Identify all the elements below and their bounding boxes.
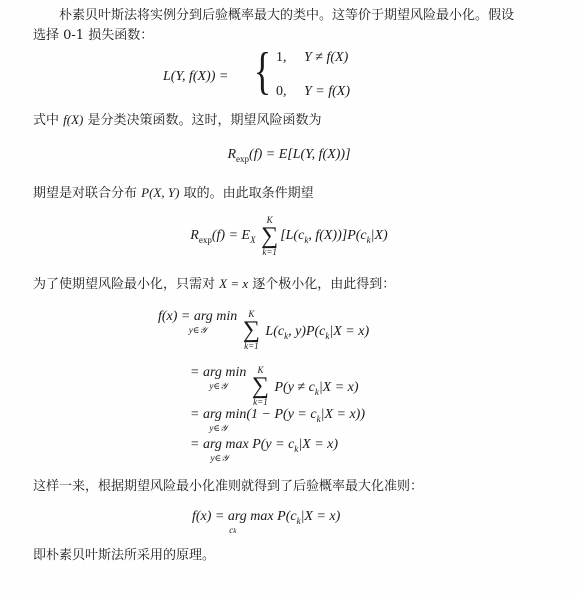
equation-risk: [0, 147, 578, 164]
paragraph-intro-cont: [33, 26, 553, 46]
line2-pre: = arg min: [190, 365, 247, 380]
decision-pre: 式中: [33, 113, 60, 128]
line1-sigma: ∑: [242, 317, 260, 343]
line1-under: y∈𝒴: [188, 325, 207, 335]
line2-under: y∈𝒴: [209, 381, 228, 391]
equation-conditional-risk: $R_{exp}(f) = E_X$ K ∑ k=1 [$L(c_k$, $f(X))]P(c_k|X)$: [190, 215, 388, 257]
cond-body3: |X): [370, 228, 388, 244]
minimize-pre: 为了使期望风险最小化，只需对: [33, 277, 216, 292]
line3-body: (1 − P(y = c: [246, 407, 317, 422]
derivation-line-2: = arg min y∈𝒴 K ∑ k=1 $P(y \ne c_k|X = x)$: [190, 365, 359, 407]
sum-operator: [261, 215, 278, 257]
intro-line-1: 朴素贝叶斯法将实例分到后验概率最大的类中。这等价于期望风险最小化。假设: [59, 8, 515, 23]
map-body: P(c: [277, 509, 297, 524]
line4-under: y∈𝒴: [210, 453, 229, 463]
sum-bottom: k=1: [262, 247, 277, 257]
cond-sub: exp: [198, 235, 212, 246]
joint-pre: 期望是对联合分布: [33, 186, 138, 201]
line1-sum: [243, 309, 260, 351]
paragraph-minimize: [33, 274, 553, 295]
line1-sum-bot: k=1: [244, 341, 259, 351]
paragraph-criterion: [33, 477, 553, 497]
paragraph-intro: [33, 6, 553, 26]
map-body2: |X = x): [300, 509, 341, 524]
case2-value: 0,: [276, 84, 287, 99]
map-line: f(x) = arg max ck $P(c_k|X = x)$: [192, 509, 341, 535]
loss-lhs: L(Y, f(X)) =: [163, 69, 229, 84]
sigma-symbol: ∑: [261, 223, 279, 249]
intro-line-2: 选择 0-1 损失函数：: [33, 28, 154, 43]
decision-fx: f(X): [63, 112, 84, 127]
minimize-x: X = x: [219, 276, 249, 291]
map-lhs: f(x) = arg max: [192, 509, 274, 524]
line3-under: y∈𝒴: [209, 423, 228, 433]
line2-sum-top: K: [257, 365, 264, 375]
derivation-line-4: = arg max y∈𝒴 $P(y = c_k|X = x)$: [190, 437, 339, 463]
decision-post: 是分类决策函数。这时，期望风险函数为: [87, 113, 322, 128]
line4-body: P(y = c: [252, 437, 295, 452]
derivation-line-3: = arg min y∈𝒴 $(1 - P(y = c_k|X = x))$: [190, 407, 365, 433]
equation-derivation: [0, 303, 578, 463]
joint-pxy: P(X, Y): [141, 185, 180, 200]
line2-body2: |X = x): [318, 380, 359, 395]
line4-body2: |X = x): [298, 437, 339, 452]
line1-body3: |X = x): [329, 324, 370, 339]
paragraph-decision: [33, 110, 553, 131]
case2-condition: Y = f(X): [304, 84, 350, 99]
line1-body2: , y)P(c: [288, 324, 326, 339]
line2-body: P(y ≠ c: [274, 380, 315, 395]
case1-value: 1,: [276, 50, 287, 65]
map-under: c: [229, 525, 234, 535]
line1-body: L(c: [265, 324, 285, 339]
line4-pre: = arg max: [190, 437, 249, 452]
cond-Esub: X: [250, 235, 256, 246]
conclusion-text: 即朴素贝叶斯法所采用的原理。: [33, 548, 216, 563]
joint-post: 取的。由此取条件期望: [183, 186, 314, 201]
line3-pre: = arg min: [190, 407, 247, 422]
cond-body2: , f(X))]P(c: [308, 228, 367, 244]
risk-R: R: [227, 147, 237, 162]
line2-sigma: ∑: [251, 373, 269, 399]
cond-body: [L(c: [280, 228, 305, 244]
cond-R: R: [190, 228, 199, 244]
criterion-text: 这样一来，根据期望风险最小化准则就得到了后验概率最大化准则：: [33, 479, 424, 494]
risk-sub: exp: [236, 154, 250, 164]
cond-mid: (f) = E: [211, 228, 251, 244]
line1-sum-top: K: [248, 309, 255, 319]
brace-symbol: {: [253, 43, 272, 100]
case1-condition: Y ≠ f(X): [304, 50, 349, 65]
paragraph-joint: [33, 183, 553, 204]
risk-rest: (f) = E[L(Y, f(X))]: [249, 147, 351, 162]
line1-lhs: f(x) = arg min: [158, 309, 238, 324]
sum-top: K: [266, 215, 273, 225]
line3-body2: |X = x)): [320, 407, 365, 422]
line2-sum-bot: k=1: [253, 397, 268, 407]
paragraph-conclusion: [33, 546, 553, 566]
minimize-post: 逐个极小化，由此得到：: [252, 277, 396, 292]
equation-loss-function: [0, 43, 578, 108]
derivation-line-1: f(x) = arg min y∈𝒴 K ∑ k=1 $L(c_k$, $y)P(c_k|X = x)$: [158, 309, 370, 351]
map-under-sub: k: [233, 527, 237, 535]
line2-sum: [252, 365, 269, 407]
